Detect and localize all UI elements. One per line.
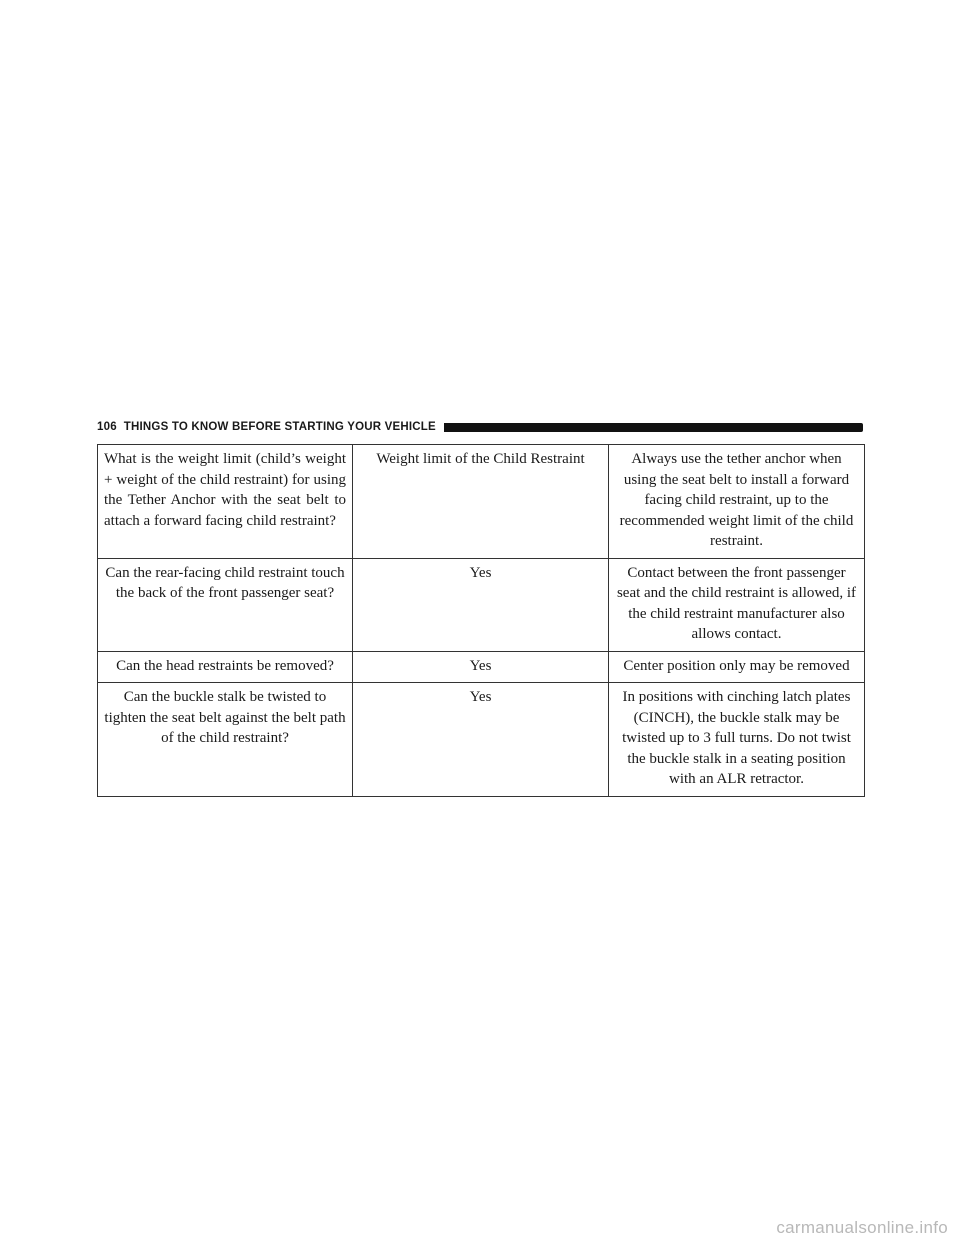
answer-cell: Yes (353, 683, 609, 797)
page-header (97, 418, 863, 436)
table-row (98, 651, 865, 683)
question-cell: Can the head restraints be removed? (98, 651, 353, 683)
question-cell: What is the weight limit (child’s weight + weight of the child restraint) for using the Tether Anchor with the seat belt to attach a forward facing child restraint? (98, 445, 353, 559)
table-row (98, 445, 865, 559)
notes-cell: Always use the tether anchor when using the seat belt to install a forward facing child restraint, up to the recommended weight limit of the child restraint. (609, 445, 865, 559)
child-restraint-table (97, 444, 865, 797)
notes-cell: Contact between the front passenger seat and the child restraint is allowed, if the child restraint manufacturer also allows contact. (609, 558, 865, 651)
notes-cell: Center position only may be removed (609, 651, 865, 683)
answer-cell: Yes (353, 558, 609, 651)
table-row (98, 683, 865, 797)
section-title: THINGS TO KNOW BEFORE STARTING YOUR VEHICLE (123, 421, 436, 433)
answer-cell: Weight limit of the Child Restraint (353, 445, 609, 559)
answer-cell: Yes (353, 651, 609, 683)
notes-cell: In positions with cinching latch plates (CINCH), the buckle stalk may be twisted up to 3 full turns. Do not twist the buckle stalk in a seating position with an ALR retractor. (609, 683, 865, 797)
page-number: 106 (97, 421, 117, 433)
watermark: carmanualsonline.info (776, 1218, 948, 1237)
question-cell: Can the buckle stalk be twisted to tighten the seat belt against the belt path of the child restraint? (98, 683, 353, 797)
table-row (98, 558, 865, 651)
question-cell: Can the rear-facing child restraint touch the back of the front passenger seat? (98, 558, 353, 651)
header-rule (444, 423, 863, 432)
